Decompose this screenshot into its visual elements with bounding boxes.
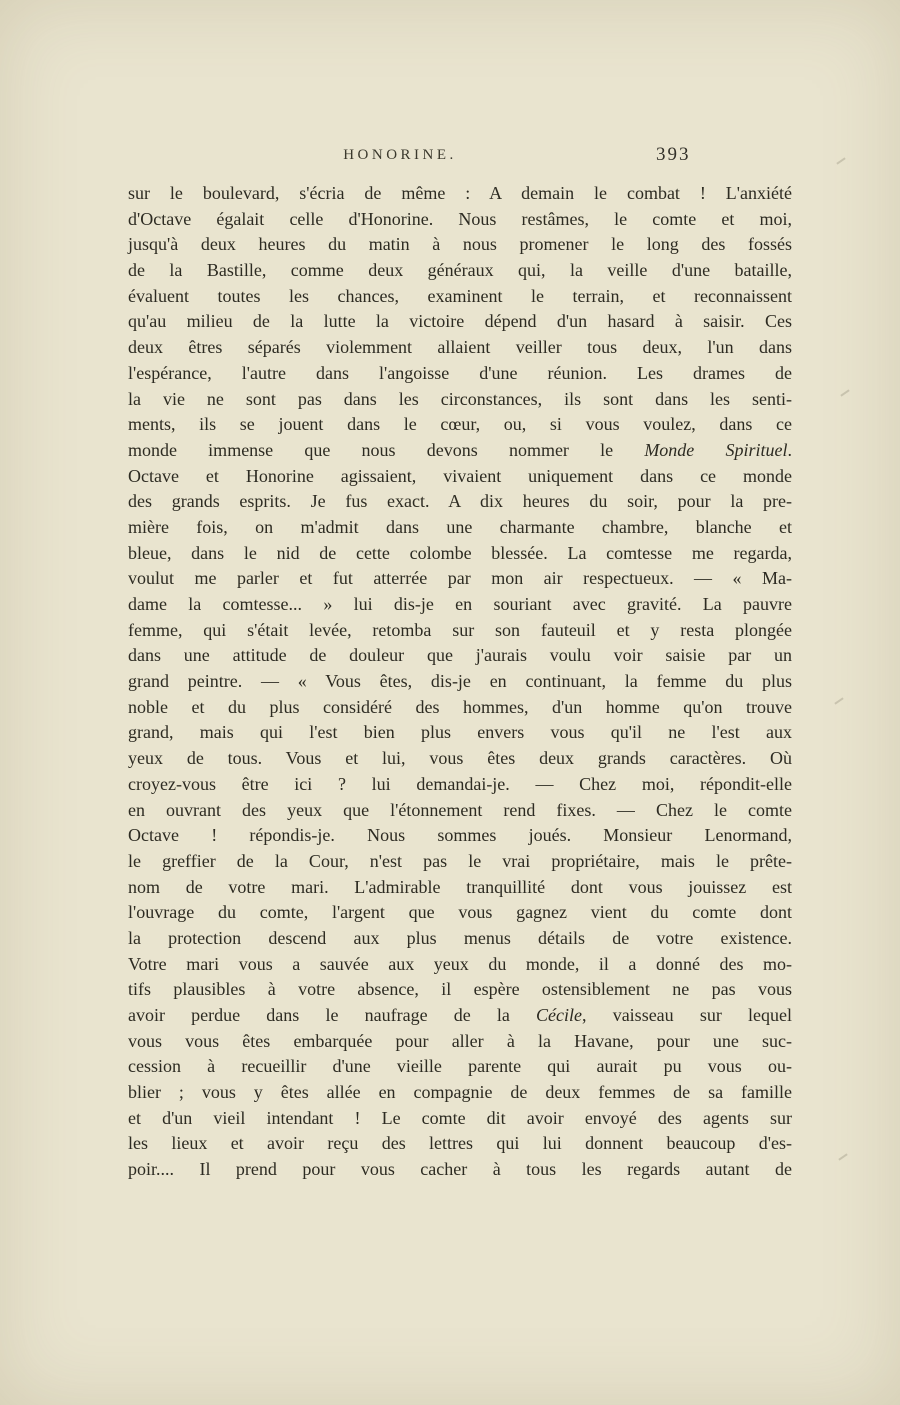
text-segment: , vaisseau sur lequel <box>582 1005 792 1025</box>
text-line <box>128 1157 792 1183</box>
text-line <box>128 1080 792 1106</box>
text-line <box>128 900 792 926</box>
scan-artifact <box>838 1153 847 1160</box>
text-segment: croyez-vous être ici ? lui demandai-je. — Chez moi, répondit-elle <box>128 773 792 794</box>
text-segment: les lieux et avoir reçu des lettres qui lui donnent beaucoup d'es- <box>128 1133 792 1154</box>
text-line <box>128 1003 792 1029</box>
text-line <box>128 849 792 875</box>
text-segment: bleue, dans le nid de cette colombe blessée. La comtesse me regarda, <box>128 542 792 563</box>
text-line <box>128 412 792 438</box>
text-segment: grand peintre. — « Vous êtes, dis-je en continuant, la femme du plus <box>128 671 792 692</box>
italic-text: Monde Spirituel <box>644 439 788 460</box>
text-segment: des grands esprits. Je fus exact. A dix heures du soir, pour la pre- <box>128 491 792 512</box>
text-segment: la vie ne sont pas dans les circonstances, ils sont dans les senti- <box>128 388 792 409</box>
text-line <box>128 720 792 746</box>
text-segment: Votre mari vous a sauvée aux yeux du monde, il a donné des mo- <box>128 953 792 974</box>
text-line <box>128 258 792 284</box>
text-segment: vous vous êtes embarquée pour aller à la Havane, pour une suc- <box>128 1030 792 1051</box>
text-line <box>128 181 792 207</box>
text-line <box>128 823 792 849</box>
text-line <box>128 566 792 592</box>
text-segment: nom de votre mari. L'admirable tranquillité dont vous jouissez est <box>128 876 792 897</box>
text-line <box>128 207 792 233</box>
text-line <box>128 1054 792 1080</box>
text-segment: jusqu'à deux heures du matin à nous promener le long des fossés <box>128 234 792 255</box>
text-segment: le greffier de la Cour, n'est pas le vrai propriétaire, mais le prête- <box>128 850 792 871</box>
text-segment: mière fois, on m'admit dans une charmante chambre, blanche et <box>128 516 792 537</box>
scan-artifact <box>834 697 843 704</box>
page-number: 393 <box>656 144 691 165</box>
text-line <box>128 695 792 721</box>
text-segment: dans une attitude de douleur que j'aurais voulu voir saisie par un <box>128 645 792 666</box>
text-line <box>128 1106 792 1132</box>
text-segment: et d'un vieil intendant ! Le comte dit avoir envoyé des agents sur <box>128 1107 792 1128</box>
text-line <box>128 309 792 335</box>
text-segment: noble et du plus considéré des hommes, d'un homme qu'on trouve <box>128 696 792 717</box>
page-header <box>128 144 792 173</box>
text-line <box>128 772 792 798</box>
text-line <box>128 1029 792 1055</box>
text-line <box>128 232 792 258</box>
text-line <box>128 977 792 1003</box>
italic-text: Cécile <box>536 1005 583 1025</box>
text-segment: la protection descend aux plus menus détails de votre existence. <box>128 927 792 948</box>
text-line <box>128 618 792 644</box>
text-line <box>128 875 792 901</box>
text-line <box>128 438 792 464</box>
text-line <box>128 284 792 310</box>
text-segment: . <box>787 439 792 460</box>
text-line <box>128 387 792 413</box>
text-segment: l'ouvrage du comte, l'argent que vous gagnez vient du comte dont <box>128 902 792 923</box>
text-line <box>128 489 792 515</box>
text-segment: femme, qui s'était levée, retomba sur son fauteuil et y resta plongée <box>128 619 792 640</box>
text-line <box>128 952 792 978</box>
text-segment: d'Octave égalait celle d'Honorine. Nous restâmes, le comte et moi, <box>128 208 792 229</box>
text-segment: sur le boulevard, s'écria de même : A demain le combat ! L'anxiété <box>128 183 792 203</box>
text-segment: yeux de tous. Vous et lui, vous êtes deux grands caractères. Où <box>128 748 792 769</box>
text-block <box>128 181 792 1183</box>
text-line <box>128 746 792 772</box>
text-line <box>128 515 792 541</box>
text-line <box>128 464 792 490</box>
text-segment: évaluent toutes les chances, examinent le terrain, et reconnaissent <box>128 285 792 306</box>
text-segment: ments, ils se jouent dans le cœur, ou, si vous voulez, dans ce <box>128 414 792 435</box>
text-segment: l'espérance, l'autre dans l'angoisse d'une réunion. Les drames de <box>128 362 792 383</box>
scan-artifact <box>836 157 845 164</box>
text-segment: Octave ! répondis-je. Nous sommes joués. Monsieur Lenormand, <box>128 825 792 846</box>
text-segment: grand, mais qui l'est bien plus envers vous qu'il ne l'est aux <box>128 722 792 743</box>
text-line <box>128 643 792 669</box>
text-segment: deux êtres séparés violemment allaient veiller tous deux, l'un dans <box>128 337 792 358</box>
text-line <box>128 335 792 361</box>
text-segment: blier ; vous y êtes allée en compagnie de deux femmes de sa famille <box>128 1082 792 1103</box>
text-line <box>128 361 792 387</box>
text-segment: de la Bastille, comme deux généraux qui, la veille d'une bataille, <box>128 260 792 281</box>
text-segment: Octave et Honorine agissaient, vivaient uniquement dans ce monde <box>128 465 792 486</box>
running-title: HONORINE. <box>343 147 457 163</box>
text-segment: tifs plausibles à votre absence, il espère ostensiblement ne pas vous <box>128 979 792 1000</box>
text-segment: monde immense que nous devons nommer le <box>128 439 645 460</box>
text-line <box>128 798 792 824</box>
text-segment: avoir perdue dans le naufrage de la <box>128 1005 537 1025</box>
text-line <box>128 592 792 618</box>
text-line <box>128 926 792 952</box>
text-line <box>128 541 792 567</box>
text-line <box>128 1131 792 1157</box>
text-segment: voulut me parler et fut atterrée par mon air respectueux. — « Ma- <box>128 568 792 589</box>
text-segment: en ouvrant des yeux que l'étonnement rend fixes. — Chez le comte <box>128 799 792 820</box>
text-line <box>128 669 792 695</box>
text-segment: dame la comtesse... » lui dis-je en souriant avec gravité. La pauvre <box>128 594 792 614</box>
text-segment: qu'au milieu de la lutte la victoire dépend d'un hasard à saisir. Ces <box>128 311 792 332</box>
scan-artifact <box>840 389 849 396</box>
text-segment: poir.... Il prend pour vous cacher à tous les regards autant de <box>128 1159 792 1180</box>
text-segment: cession à recueillir d'une vieille parente qui aurait pu vous ou- <box>128 1056 792 1077</box>
